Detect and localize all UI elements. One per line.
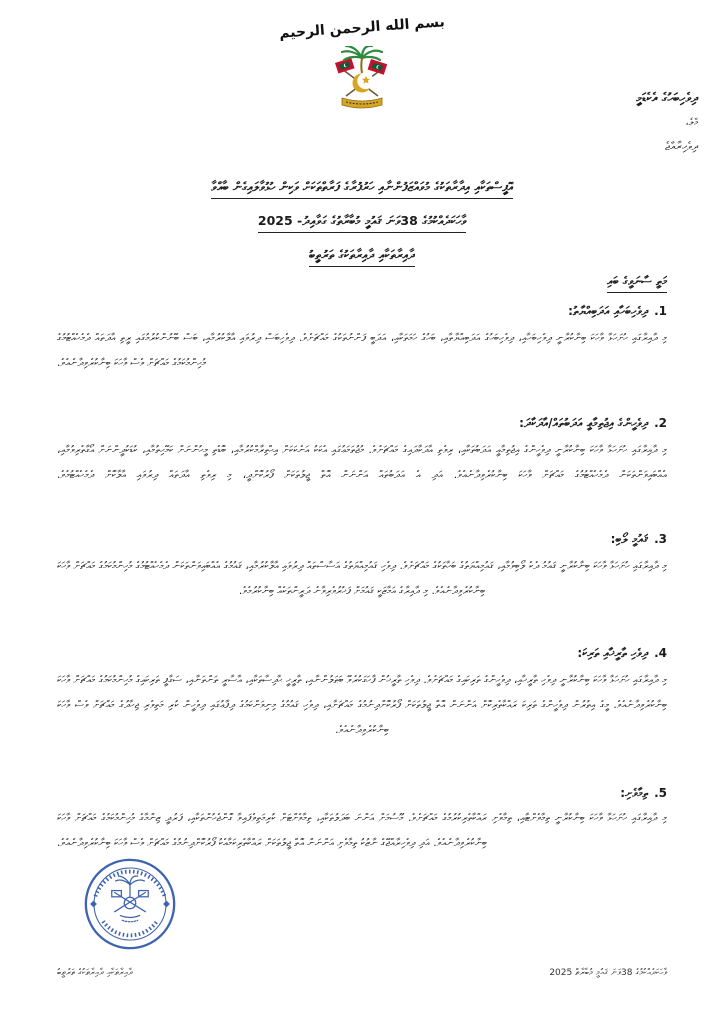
section-5-heading xyxy=(57,786,667,801)
section-2-paragraph: މި ދާއިރާގައި ހުށަހަޅާ ވާހަކަ ބިނާކުރާނީ ދިވެހީންގެ އިޖުތިމާޢީ އަދަބުތަކާއި، ރިވެތި އާދަކާދައިގެ މައްޗަށެވެ. މުޖުތަމަޢުގައި އެކަކު އަނެކަކަށް އިޙްތިރާމްކުރުމާއި، ބޮޑެތި މީހުންނަށް ކަމޭހިތުމާއި، ކުޑަކުދީންނަށް އޯގާތެރިވުމާއި، އެއްބައިވަންތަކަން ދެމެހެއްޓުމުގެ މައްޗަށް ވާހަކަ ބިނާކުރެވިދާނެއެވެ. އަދި އެ އަދަބުތައް އަންނަން އޮތް ޖީލުތަކަށް ފޯރުކޮށްދީ، މި ރިވެތި އާދަތައް ދިރުވައި އާލާކޮށް ދެމެހެއްޓުމެވެ. xyxy=(57,444,667,481)
section-2-heading-text: ދިވެހީންގެ އިޖުތިމާޢީ އަދަބުތައް/އާދަކާދަ: xyxy=(519,416,649,430)
title-line-1-text: އޮފީސްތަކާއި އިދާރާތަކުގެ މުވައްޒަފުންނާއި ހަރުފުރާގެ ފަރާތްތަކަށް ވަކިން ހުޅުވާލައިގެން ބާއްވާ xyxy=(211,178,513,199)
footer-document-name: ދާއިރާތަކާއި ދާއިރާތަކުގެ ތަރުތީބު xyxy=(57,968,133,978)
palm-tree xyxy=(342,46,382,60)
section-3-heading xyxy=(57,532,667,547)
title-line-3-text: ދާއިރާތަކާއި ދާއިރާތަކުގެ ތަރުތީބު xyxy=(309,246,415,267)
letterhead-city: މާލެ، xyxy=(685,117,698,128)
document-title xyxy=(57,176,667,278)
maldives-national-emblem xyxy=(322,46,402,110)
letterhead xyxy=(636,86,698,158)
title-line-3 xyxy=(57,244,667,267)
section-2-number: 2. xyxy=(654,416,667,430)
category-subheading-text: މަތީ ސާނަވީގެ ބައި xyxy=(607,274,667,293)
title-line-1 xyxy=(57,176,667,199)
section-3-number: 3. xyxy=(654,532,667,546)
footer-competition-name: ވާހަކަދެއްކުމުގެ 38ވަނަ ޤައުމީ މުބާރާތް 2025 xyxy=(549,968,667,978)
bismillah-calligraphy: بسم الله الرحمن الرحيم xyxy=(278,14,446,42)
section-1-paragraph: މި ދާއިރާގައި ހުށަހަޅާ ވާހަކަ ބިނާކުރާނީ ދިވެހިބަހާއި، ދިވެހިބަހުގެ އަދަބިއްޔާތާއި، ބަހުގެ ހަމަތަކާއި، އަދަބީ ފަންނުތަކުގެ މައްޗަށެވެ. ދިވެހިބަސް ދިރުވައި އާލާކުރުމާއި، ބަސް ބޭނުންކުރުމުގައި ރީތި އާދަތައް ދެމެހެއްޓުމުގެ މުހިންމުކަމުގެ މައްޗަށް ވެސް ވާހަކަ ބިނާކުރެވިދާނެއެވެ. xyxy=(57,332,667,369)
scroll-banner xyxy=(342,98,382,108)
section-5-paragraph: މި ދާއިރާގައި ހުށަހަޅާ ވާހަކަ ބިނާކުރާނީ ތިމާވެށްޓާއި، ތިމާވެށި ރައްކާތެރިކުރުމުގެ މައްޗަށެވެ. މޫސުމަށް އަންނަ ބަދަލުތަކާއި، ތިމާވެށްޓަށް ކުރިމަތިވެފައިވާ ގޮންޖެހުންތަކާއި، ފަރުދީ ޒިންމާގެ މުހިންމުކަމުގެ މައްޗަށް ވާހަކަ ބިނާކުރެވިދާނެއެވެ. އަދި ދިވެހިރާއްޖޭގެ ނާޒުކު ތިމާވެށި އަންނަން އޮތް ޖީލުތަކަށް ރައްކާތެރިކަމާއެކު ފޯރުކޮށްދިނުމުގެ މައްޗަށް ވެސް ވާހަކަ ބިނާކުރެވިދާނެއެވެ. xyxy=(57,812,667,849)
letterhead-org-name: ދިވެހިބަހުގެ އެކެޑަމީ xyxy=(636,91,698,106)
section-4-heading xyxy=(57,646,667,661)
right-flag xyxy=(368,59,388,75)
section-4-paragraph: މި ދާއިރާގައި ހުށަހަޅާ ވާހަކަ ބިނާކުރާނީ ދިވެހި ތާރީޚާއި، ދިވެހީންގެ ތަރިކައިގެ މައްޗަށެވެ. ދިވެހި ތާރީޚުން ފާހަގަކުރެވޭ ބަޠަލުންނާއި، ތާރީޚީ ޙާދިސާތަކާއި، އާސާރީ ތަންތަނާއި، ސަގާފީ ތަރިކައިގެ މުހިންމުކަމުގެ މައްޗަށް ވާހަކަ ބިނާކުރެވިދާނެއެވެ. މީގެ އިތުރުން ދިވެހީންގެ ތަރިކަ ރައްކާތެރިކޮށް އަންނަން އޮތް ޖީލުތަކަށް ފޯރުކޮށްދިނުމުގެ މައްޗަށާއި، ދިވެހި ޤައުމުގެ މިނިވަންކަމުގެ ދިފާޢުގައި ދިވެހީން ކުރި މަތިވެރި ޖިހާދުގެ މައްޗަށް ވެސް ވާހަކަ ބިނާކުރެވިދާނެއެވެ. xyxy=(57,674,667,736)
section-1-heading-text: ދިވެހިބަހާއި އަދަބިއްޔާތު: xyxy=(568,304,649,318)
section-1-number: 1. xyxy=(654,304,667,318)
emblem-graphic xyxy=(322,46,402,110)
section-1-heading xyxy=(57,304,667,319)
section-4-number: 4. xyxy=(654,646,667,660)
title-line-2 xyxy=(57,210,667,233)
section-4-heading-text: ދިވެހި ތާރީޚާއި ތަރިކަ: xyxy=(577,646,649,660)
section-3-paragraph: މި ދާއިރާގައި ހުށަހަޅާ ވާހަކަ ބިނާކުރާނީ ޤައުމު ދެކެ ލޯބިވުމާއި، ޤައުމިއްޔަތުގެ ބަހާތަކުގެ މައްޗަށެވެ. ދިވެހި ޤައުމިއްޔަތުގެ އަސާސްތައް ދިރުވައި އާލާކުރުމާއި، ޤައުމުގެ އެއްބައިވަންތަކަން ދެމެހެއްޓުމުގެ މުހިންމުކަމުގެ މައްޗަށް ވާހަކަ ބިނާކުރެވިދާނެއެވެ. މި ދާއިރާގެ އަމާޒަކީ ޤައުމަށް ފަޚުރުވެރިވާނެ ދަރީންތަކެއް ބިނާކުރުމެވެ. xyxy=(57,560,667,597)
section-5-heading-text: ތިމާވެށި: xyxy=(620,786,649,800)
official-blue-seal xyxy=(82,856,178,952)
letterhead-country: ދިވެހިރާއްޖެ xyxy=(665,139,698,153)
seal-graphic xyxy=(82,856,178,952)
section-3-heading-text: ޤައުމީ ލޯބި: xyxy=(610,532,649,546)
title-line-2-text: ވާހަކަދެއްކުމުގެ 38ވަނަ ޤައުމީ މުބާރާތުގެ ގަވާއިދު- 2025 xyxy=(258,212,466,233)
seal-inner-emblem xyxy=(112,876,148,922)
section-2-heading xyxy=(57,416,667,431)
section-5-number: 5. xyxy=(654,786,667,800)
category-subheading xyxy=(607,270,667,293)
